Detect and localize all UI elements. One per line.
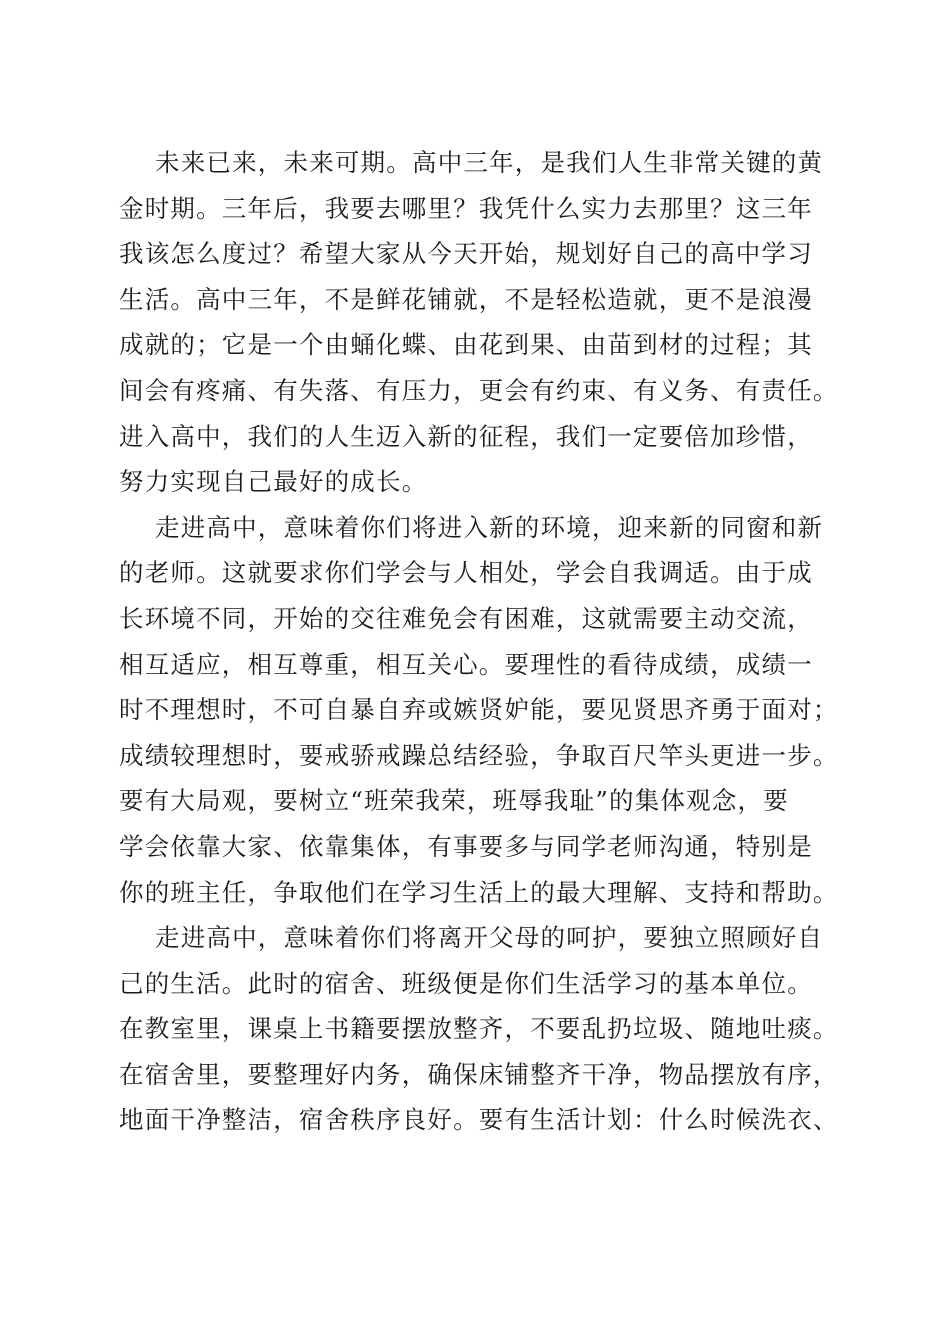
paragraph-3-line-3: 在教室里，课桌上书籍要摆放整齐，不要乱扔垃圾、随地吐痰。 xyxy=(119,1014,839,1044)
paragraph-1-line-5: 成就的；它是一个由蛹化蝶、由花到果、由苗到材的过程；其 xyxy=(119,330,813,360)
paragraph-3-line-5: 地面干净整洁，宿舍秩序良好。要有生活计划：什么时候洗衣、 xyxy=(119,1105,839,1135)
paragraph-3-line-4: 在宿舍里，要整理好内务，确保床铺整齐干净，物品摆放有序， xyxy=(119,1059,839,1089)
paragraph-2-line-7: 要有大局观，要树立“班荣我荣，班辱我耻”的集体观念，要 xyxy=(119,786,789,816)
paragraph-1-line-7: 进入高中，我们的人生迈入新的征程，我们一定要倍加珍惜， xyxy=(119,421,813,451)
paragraph-1-line-1: 未来已来，未来可期。高中三年，是我们人生非常关键的黄 xyxy=(155,148,824,177)
paragraph-2-line-9: 你的班主任，争取他们在学习生活上的最大理解、支持和帮助。 xyxy=(119,877,839,907)
paragraph-2-line-8: 学会依靠大家、依靠集体，有事要多与同学老师沟通，特别是 xyxy=(119,831,813,861)
paragraph-1-line-4: 生活。高中三年，不是鲜花铺就，不是轻松造就，更不是浪漫 xyxy=(119,284,813,314)
paragraph-2-line-5: 时不理想时，不可自暴自弃或嫉贤妒能，要见贤思齐勇于面对； xyxy=(119,695,839,725)
paragraph-3-line-1: 走进高中，意味着你们将离开父母的呵护，要独立照顾好自 xyxy=(155,923,824,953)
paragraph-2-line-1: 走进高中，意味着你们将进入新的环境，迎来新的同窗和新 xyxy=(155,512,824,542)
paragraph-2-line-2: 的老师。这就要求你们学会与人相处，学会自我调适。由于成 xyxy=(119,558,813,588)
paragraph-2-line-3: 长环境不同，开始的交往难免会有困难，这就需要主动交流， xyxy=(119,603,813,633)
paragraph-2-line-4: 相互适应，相互尊重，相互关心。要理性的看待成绩，成绩一 xyxy=(119,649,813,679)
paragraph-1-line-2: 金时期。三年后，我要去哪里？我凭什么实力去那里？这三年 xyxy=(119,193,813,223)
paragraph-3-line-2: 己的生活。此时的宿舍、班级便是你们生活学习的基本单位。 xyxy=(119,968,813,998)
paragraph-1-line-6: 间会有疼痛、有失落、有压力，更会有约束、有义务、有责任。 xyxy=(119,375,839,405)
paragraph-1-line-8: 努力实现自己最好的成长。 xyxy=(119,467,428,497)
paragraph-2-line-6: 成绩较理想时，要戒骄戒躁总结经验，争取百尺竿头更进一步。 xyxy=(119,740,839,770)
paragraph-1-line-3: 我该怎么度过？希望大家从今天开始，规划好自己的高中学习 xyxy=(119,239,813,269)
body-text xyxy=(119,140,839,1143)
